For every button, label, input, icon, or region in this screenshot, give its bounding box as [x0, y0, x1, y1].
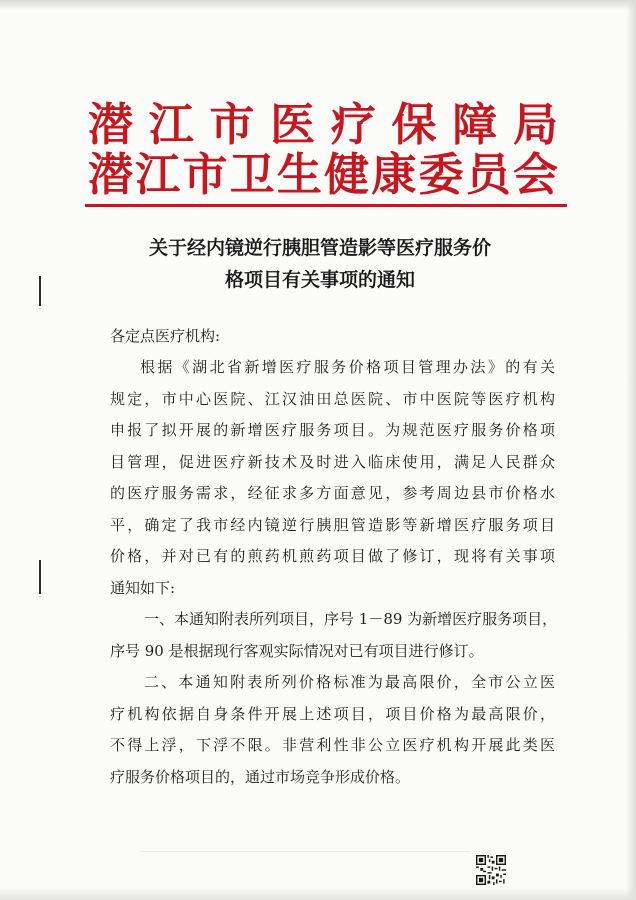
body-line: 价格，并对已有的煎药机煎药项目做了修订，现将有关事项	[110, 547, 555, 565]
scan-edge-right	[626, 0, 636, 900]
binding-mark	[39, 560, 41, 594]
scan-edge-bottom	[0, 888, 636, 900]
title-line-1: 关于经内镜逆行胰胆管造影等医疗服务价	[148, 237, 491, 259]
body-line: 平，确定了我市经内镜逆行胰胆管造影等新增医疗服务项目	[110, 515, 555, 534]
body-line: 疗服务价格项目的，通过市场竞争形成价格。	[110, 767, 411, 786]
body-line: 申报了拟开展的新增医疗服务项目。为规范医疗服务价格项	[110, 421, 555, 439]
red-header-rule	[85, 204, 567, 207]
faint-footer-rule	[140, 851, 470, 852]
body-line: 通知如下:	[110, 578, 176, 597]
issuer-header-medical-security-bureau: 潜江市医疗保障局	[88, 98, 558, 151]
body-line: 疗机构依据自身条件开展上述项目，项目价格为最高限价，	[110, 704, 555, 723]
body-line: 根据《湖北省新增医疗服务价格项目管理办法》的有关	[140, 358, 555, 376]
salutation: 各定点医疗机构:	[110, 327, 221, 345]
body-line: 序号 90 是根据现行客观实际情况对已有项目进行修订。	[110, 641, 484, 660]
qr-code-icon	[476, 855, 506, 885]
body-text	[110, 352, 558, 793]
scan-edge-top	[0, 0, 636, 10]
body-line: 的医疗服务需求，经征求多方面意见，参考周边县市价格水	[110, 484, 555, 502]
binding-mark	[39, 276, 41, 306]
body-line: 不得上浮，下浮不限。非营利性非公立医疗机构开展此类医	[110, 736, 555, 754]
body-line: 一、本通知附表所列项目，序号 1－89 为新增医疗服务项目，	[144, 610, 558, 628]
body-line: 规定，市中心医院、江汉油田总医院、市中医院等医疗机构	[110, 389, 555, 408]
body-line: 目管理，促进医疗新技术及时进入临床使用，满足人民群众	[110, 452, 555, 471]
body-line: 二、本通知附表所列价格标准为最高限价，全市公立医	[144, 673, 555, 691]
title-line-2: 格项目有关事项的通知	[224, 269, 415, 291]
issuer-header-health-commission: 潜江市卫生健康委员会	[88, 148, 558, 201]
document-title	[95, 232, 545, 296]
